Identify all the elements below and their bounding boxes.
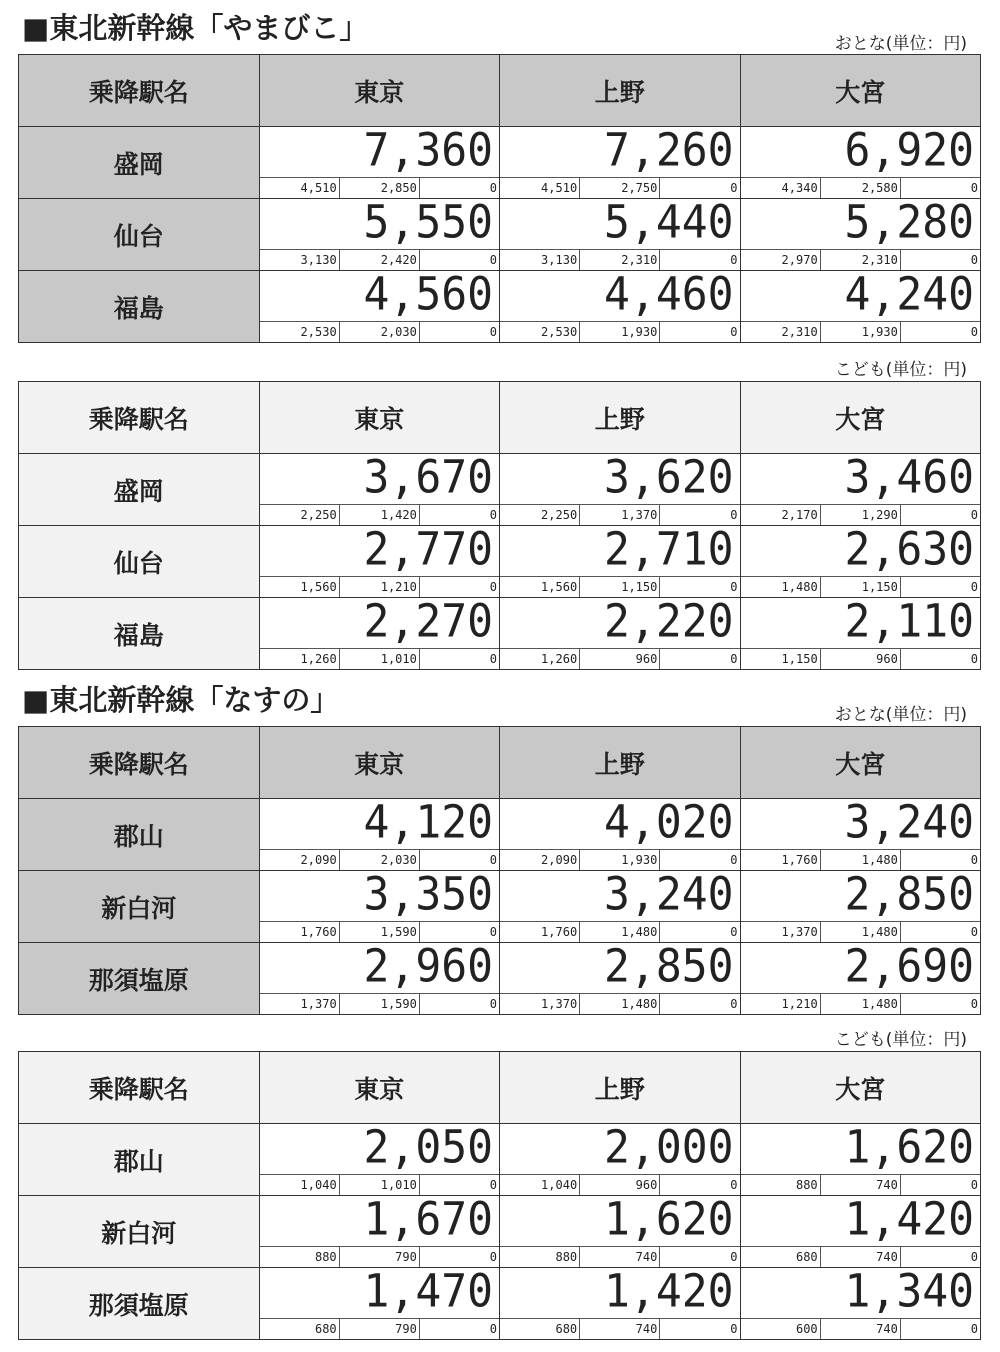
station-name: 郡山 — [19, 799, 260, 871]
fare-cell — [259, 268, 500, 343]
fare-cell — [500, 868, 741, 943]
fare-breakdown-value: 1,560 — [260, 577, 340, 597]
fare-total: 4,560 — [363, 268, 493, 321]
header-row — [19, 1052, 981, 1124]
fare-breakdown-value: 2,250 — [260, 505, 340, 525]
fare-breakdown — [500, 177, 740, 198]
fare-breakdown-value: 0 — [970, 997, 979, 1011]
fare-breakdown-value: 0 — [489, 1250, 498, 1264]
fare-breakdown-value: 1,560 — [500, 577, 580, 597]
fare-breakdown-value: 1,150 — [741, 649, 821, 669]
fare-total: 4,120 — [363, 796, 493, 849]
fare-breakdown-value: 1,260 — [500, 649, 580, 669]
station-name: 新白河 — [19, 1196, 260, 1268]
station-name: 郡山 — [19, 1124, 260, 1196]
fare-cell — [740, 124, 981, 199]
fare-breakdown-value: 880 — [260, 1247, 340, 1267]
unit-label-child: こども(単位：円) — [834, 360, 967, 380]
fare-breakdown-value: 2,250 — [500, 505, 580, 525]
header-row — [19, 382, 981, 454]
fare-breakdown-value: 2,310 — [821, 250, 901, 270]
fare-total: 1,420 — [604, 1265, 734, 1318]
fare-total: 7,360 — [363, 124, 493, 177]
station-name: 那須塩原 — [19, 1268, 260, 1340]
fare-breakdown-value: 0 — [730, 925, 738, 939]
fare-breakdown-value: 1,480 — [741, 577, 821, 597]
fare-total: 1,620 — [844, 1121, 974, 1174]
fare-row — [19, 1124, 981, 1196]
destination-column-header: 上野 — [500, 727, 741, 799]
fare-breakdown-value: 880 — [500, 1247, 580, 1267]
fare-cell — [500, 1265, 741, 1340]
fare-cell — [500, 1121, 741, 1196]
station-name: 福島 — [19, 271, 260, 343]
fare-breakdown-value: 1,040 — [260, 1175, 340, 1195]
fare-breakdown-value: 2,090 — [260, 850, 340, 870]
fare-cell — [500, 595, 741, 670]
fare-breakdown-value: 0 — [970, 853, 979, 867]
fare-breakdown-value: 0 — [730, 253, 738, 267]
fare-total: 3,460 — [844, 451, 974, 504]
fare-cell — [259, 868, 500, 943]
fare-breakdown-value: 790 — [340, 1247, 420, 1267]
fare-breakdown-value: 2,030 — [340, 850, 420, 870]
fare-breakdown-value: 2,310 — [580, 250, 660, 270]
fare-cell — [500, 1193, 741, 1268]
destination-column-header: 大宮 — [740, 727, 981, 799]
fare-cell — [740, 268, 981, 343]
fare-total: 1,670 — [363, 1193, 493, 1246]
fare-row — [19, 943, 981, 1015]
fare-total: 4,460 — [604, 268, 734, 321]
fare-breakdown-value: 2,090 — [500, 850, 580, 870]
fare-breakdown-value: 2,530 — [260, 322, 340, 342]
destination-column-header: 上野 — [500, 1052, 741, 1124]
fare-breakdown-value: 1,210 — [741, 994, 821, 1014]
fare-breakdown-value: 0 — [970, 325, 979, 339]
fare-breakdown — [260, 177, 500, 198]
fare-breakdown-value: 740 — [580, 1247, 660, 1267]
fare-row — [19, 454, 981, 526]
fare-breakdown-value: 0 — [489, 580, 498, 594]
fare-breakdown-value: 1,010 — [340, 1175, 420, 1195]
fare-total: 4,020 — [604, 796, 734, 849]
fare-breakdown — [741, 177, 981, 198]
destination-column-header: 大宮 — [740, 55, 981, 127]
fare-total: 5,280 — [844, 196, 974, 249]
fare-breakdown — [500, 648, 740, 669]
fare-breakdown-value: 1,040 — [500, 1175, 580, 1195]
fare-breakdown-value: 1,480 — [821, 994, 901, 1014]
fare-cell — [259, 196, 500, 271]
destination-column-header: 東京 — [259, 382, 500, 454]
fare-breakdown-value: 0 — [489, 997, 498, 1011]
fare-breakdown-value: 0 — [970, 1322, 979, 1336]
fare-total: 3,350 — [363, 868, 493, 921]
fare-cell — [740, 451, 981, 526]
fare-breakdown-value: 0 — [730, 1322, 738, 1336]
fare-breakdown-value: 1,760 — [260, 922, 340, 942]
fare-breakdown-value: 1,370 — [741, 922, 821, 942]
fare-breakdown-value: 0 — [730, 580, 738, 594]
fare-breakdown-value: 0 — [489, 181, 498, 195]
fare-breakdown-value: 960 — [821, 649, 901, 669]
fare-breakdown — [500, 504, 740, 525]
header-row — [19, 55, 981, 127]
fare-total: 1,470 — [363, 1265, 493, 1318]
fare-row — [19, 271, 981, 343]
fare-breakdown-value: 0 — [970, 652, 979, 666]
fare-breakdown — [500, 321, 740, 342]
fare-breakdown-value: 2,310 — [741, 322, 821, 342]
fare-breakdown-value: 1,370 — [580, 505, 660, 525]
fare-breakdown — [741, 993, 981, 1014]
fare-breakdown — [741, 321, 981, 342]
fare-breakdown-value: 960 — [580, 1175, 660, 1195]
fare-breakdown-value: 0 — [489, 652, 498, 666]
fare-breakdown-value: 1,150 — [580, 577, 660, 597]
station-name: 盛岡 — [19, 454, 260, 526]
fare-breakdown-value: 0 — [489, 1178, 498, 1192]
fare-breakdown-value: 2,850 — [340, 178, 420, 198]
fare-breakdown — [741, 249, 981, 270]
fare-breakdown-value: 1,260 — [260, 649, 340, 669]
fare-breakdown — [741, 1246, 981, 1267]
fare-total: 3,620 — [604, 451, 734, 504]
fare-cell — [259, 796, 500, 871]
fare-breakdown-value: 1,930 — [821, 322, 901, 342]
fare-breakdown-value: 0 — [970, 1250, 979, 1264]
fare-cell — [740, 796, 981, 871]
fare-breakdown — [260, 648, 500, 669]
fare-total: 5,550 — [363, 196, 493, 249]
unit-label-child: こども(単位：円) — [834, 1030, 967, 1050]
fare-cell — [500, 124, 741, 199]
fare-breakdown-value: 1,590 — [340, 922, 420, 942]
fare-breakdown-value: 1,210 — [340, 577, 420, 597]
fare-total: 1,340 — [844, 1265, 974, 1318]
fare-breakdown — [260, 321, 500, 342]
fare-breakdown-value: 0 — [730, 853, 738, 867]
fare-total: 2,270 — [363, 595, 493, 648]
destination-column-header: 上野 — [500, 382, 741, 454]
fare-breakdown-value: 1,480 — [821, 922, 901, 942]
fare-row — [19, 127, 981, 199]
fare-cell — [259, 1193, 500, 1268]
fare-row — [19, 526, 981, 598]
fare-cell — [740, 1193, 981, 1268]
fare-breakdown-value: 740 — [821, 1319, 901, 1339]
fare-total: 4,240 — [844, 268, 974, 321]
fare-cell — [259, 523, 500, 598]
fare-breakdown — [741, 504, 981, 525]
station-name: 那須塩原 — [19, 943, 260, 1015]
fare-breakdown-value: 2,530 — [500, 322, 580, 342]
fare-breakdown-value: 960 — [580, 649, 660, 669]
fare-breakdown-value: 0 — [970, 253, 979, 267]
station-column-header: 乗降駅名 — [19, 1052, 260, 1124]
fare-breakdown-value: 1,480 — [821, 850, 901, 870]
fare-total: 2,220 — [604, 595, 734, 648]
fare-total: 1,420 — [844, 1193, 974, 1246]
fare-breakdown-value: 2,970 — [741, 250, 821, 270]
fare-breakdown-value: 0 — [489, 325, 498, 339]
fare-table-yamabiko-child — [18, 381, 981, 670]
fare-cell — [500, 940, 741, 1015]
fare-breakdown — [500, 921, 740, 942]
fare-breakdown — [500, 1174, 740, 1195]
fare-breakdown — [260, 1318, 500, 1339]
fare-breakdown-value: 740 — [580, 1319, 660, 1339]
fare-breakdown-value: 1,930 — [580, 322, 660, 342]
fare-breakdown-value: 680 — [741, 1247, 821, 1267]
fare-cell — [740, 940, 981, 1015]
fare-breakdown-value: 1,010 — [340, 649, 420, 669]
fare-breakdown — [260, 249, 500, 270]
fare-breakdown-value: 600 — [741, 1319, 821, 1339]
fare-row — [19, 199, 981, 271]
fare-breakdown-value: 1,150 — [821, 577, 901, 597]
fare-breakdown-value: 1,590 — [340, 994, 420, 1014]
fare-cell — [740, 523, 981, 598]
station-name: 仙台 — [19, 526, 260, 598]
fare-breakdown-value: 0 — [730, 1250, 738, 1264]
fare-breakdown-value: 1,480 — [580, 922, 660, 942]
fare-breakdown-value: 0 — [730, 181, 738, 195]
fare-breakdown — [500, 249, 740, 270]
fare-breakdown-value: 0 — [489, 253, 498, 267]
header-row — [19, 727, 981, 799]
fare-cell — [740, 196, 981, 271]
fare-breakdown — [500, 1246, 740, 1267]
destination-column-header: 大宮 — [740, 382, 981, 454]
fare-breakdown-value: 2,750 — [580, 178, 660, 198]
fare-breakdown-value: 680 — [260, 1319, 340, 1339]
fare-breakdown-value: 880 — [741, 1175, 821, 1195]
fare-breakdown — [260, 576, 500, 597]
fare-breakdown-value: 0 — [970, 925, 979, 939]
fare-cell — [500, 523, 741, 598]
fare-total: 7,260 — [604, 124, 734, 177]
fare-breakdown-value: 740 — [821, 1175, 901, 1195]
fare-cell — [500, 196, 741, 271]
destination-column-header: 大宮 — [740, 1052, 981, 1124]
station-column-header: 乗降駅名 — [19, 55, 260, 127]
fare-breakdown-value: 1,420 — [340, 505, 420, 525]
fare-total: 2,770 — [363, 523, 493, 576]
fare-total: 2,000 — [604, 1121, 734, 1174]
fare-breakdown — [500, 576, 740, 597]
unit-label-adult: おとな(単位：円) — [834, 34, 967, 54]
fare-breakdown-value: 1,290 — [821, 505, 901, 525]
fare-breakdown-value: 0 — [730, 652, 738, 666]
fare-breakdown-value: 0 — [730, 508, 738, 522]
fare-total: 2,850 — [844, 868, 974, 921]
fare-breakdown-value: 0 — [970, 508, 979, 522]
fare-total: 2,850 — [604, 940, 734, 993]
fare-breakdown-value: 2,580 — [821, 178, 901, 198]
fare-breakdown-value: 0 — [970, 181, 979, 195]
fare-total: 2,630 — [844, 523, 974, 576]
fare-breakdown-value: 0 — [489, 1322, 498, 1336]
destination-column-header: 東京 — [259, 1052, 500, 1124]
fare-breakdown-value: 0 — [730, 997, 738, 1011]
fare-cell — [259, 1121, 500, 1196]
fare-total: 1,620 — [604, 1193, 734, 1246]
fare-breakdown — [260, 921, 500, 942]
station-column-header: 乗降駅名 — [19, 382, 260, 454]
station-name: 福島 — [19, 598, 260, 670]
fare-breakdown-value: 2,420 — [340, 250, 420, 270]
fare-breakdown-value: 4,340 — [741, 178, 821, 198]
fare-breakdown-value: 0 — [489, 853, 498, 867]
fare-total: 5,440 — [604, 196, 734, 249]
destination-column-header: 東京 — [259, 55, 500, 127]
fare-breakdown-value: 1,930 — [580, 850, 660, 870]
fare-row — [19, 1196, 981, 1268]
fare-breakdown — [260, 849, 500, 870]
fare-breakdown-value: 1,370 — [500, 994, 580, 1014]
fare-breakdown — [260, 993, 500, 1014]
fare-breakdown-value: 0 — [730, 1178, 738, 1192]
fare-breakdown — [260, 504, 500, 525]
fare-breakdown-value: 2,030 — [340, 322, 420, 342]
fare-breakdown-value: 740 — [821, 1247, 901, 1267]
fare-breakdown — [741, 576, 981, 597]
fare-breakdown — [500, 993, 740, 1014]
fare-row — [19, 598, 981, 670]
fare-breakdown — [741, 921, 981, 942]
fare-breakdown — [260, 1246, 500, 1267]
fare-cell — [500, 796, 741, 871]
fare-breakdown-value: 0 — [730, 325, 738, 339]
fare-breakdown-value: 680 — [500, 1319, 580, 1339]
fare-breakdown-value: 1,480 — [580, 994, 660, 1014]
fare-breakdown-value: 0 — [970, 580, 979, 594]
fare-breakdown-value: 1,760 — [500, 922, 580, 942]
fare-cell — [740, 595, 981, 670]
station-name: 仙台 — [19, 199, 260, 271]
destination-column-header: 東京 — [259, 727, 500, 799]
fare-breakdown — [500, 1318, 740, 1339]
fare-cell — [500, 451, 741, 526]
fare-breakdown-value: 3,130 — [260, 250, 340, 270]
fare-total: 3,240 — [844, 796, 974, 849]
fare-cell — [500, 268, 741, 343]
unit-label-adult: おとな(単位：円) — [834, 705, 967, 725]
section-title-nasuno: ■東北新幹線「なすの」 — [22, 683, 340, 717]
fare-total: 2,960 — [363, 940, 493, 993]
fare-breakdown-value: 1,370 — [260, 994, 340, 1014]
fare-total: 2,050 — [363, 1121, 493, 1174]
fare-cell — [740, 1265, 981, 1340]
fare-row — [19, 871, 981, 943]
fare-cell — [740, 868, 981, 943]
fare-total: 6,920 — [844, 124, 974, 177]
fare-cell — [259, 940, 500, 1015]
fare-breakdown — [741, 1174, 981, 1195]
fare-total: 3,240 — [604, 868, 734, 921]
fare-table-nasuno-adult — [18, 726, 981, 1015]
fare-breakdown-value: 4,510 — [500, 178, 580, 198]
fare-cell — [259, 124, 500, 199]
fare-total: 2,710 — [604, 523, 734, 576]
fare-breakdown-value: 0 — [970, 1178, 979, 1192]
fare-cell — [259, 595, 500, 670]
station-name: 新白河 — [19, 871, 260, 943]
fare-breakdown — [741, 648, 981, 669]
fare-total: 3,670 — [363, 451, 493, 504]
fare-breakdown-value: 1,760 — [741, 850, 821, 870]
fare-row — [19, 799, 981, 871]
fare-breakdown — [741, 849, 981, 870]
station-name: 盛岡 — [19, 127, 260, 199]
station-column-header: 乗降駅名 — [19, 727, 260, 799]
fare-row — [19, 1268, 981, 1340]
fare-breakdown — [500, 849, 740, 870]
fare-table-nasuno-child — [18, 1051, 981, 1340]
fare-total: 2,690 — [844, 940, 974, 993]
fare-breakdown — [741, 1318, 981, 1339]
fare-breakdown-value: 0 — [489, 925, 498, 939]
fare-breakdown-value: 3,130 — [500, 250, 580, 270]
fare-breakdown-value: 4,510 — [260, 178, 340, 198]
fare-cell — [259, 1265, 500, 1340]
fare-breakdown-value: 0 — [489, 508, 498, 522]
destination-column-header: 上野 — [500, 55, 741, 127]
section-title-yamabiko: ■東北新幹線「やまびこ」 — [22, 11, 369, 45]
fare-breakdown-value: 2,170 — [741, 505, 821, 525]
fare-cell — [259, 451, 500, 526]
fare-total: 2,110 — [844, 595, 974, 648]
fare-table-yamabiko-adult — [18, 54, 981, 343]
fare-breakdown — [260, 1174, 500, 1195]
fare-breakdown-value: 790 — [340, 1319, 420, 1339]
fare-cell — [740, 1121, 981, 1196]
